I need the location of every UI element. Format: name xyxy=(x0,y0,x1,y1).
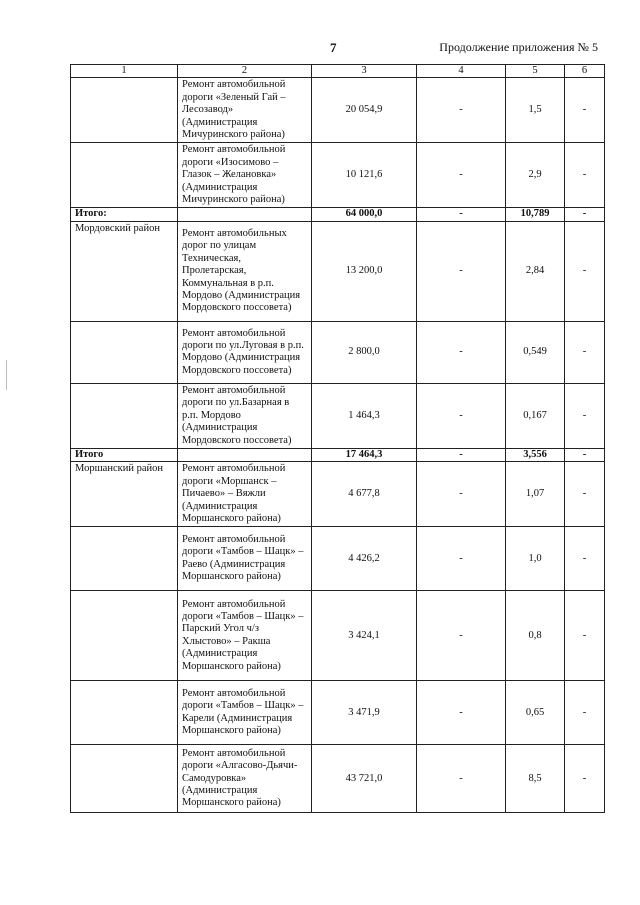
appendix-table xyxy=(70,64,605,813)
object-name-cell: Ремонт автомобильной дороги по ул.Базарная в р.п. Мордово (Администрация Мордовского поссовета) xyxy=(178,383,312,448)
amount-cell: 43 721,0 xyxy=(312,745,417,813)
col6-cell: - xyxy=(565,143,605,208)
running-title: Продолжение приложения № 5 xyxy=(439,40,598,54)
col6-cell: - xyxy=(565,681,605,745)
table-row xyxy=(71,462,605,527)
district-cell xyxy=(71,383,178,448)
district-cell xyxy=(71,745,178,813)
table-row xyxy=(71,321,605,383)
length-cell: 2,9 xyxy=(506,143,565,208)
object-name-cell: Ремонт автомобильной дороги «Тамбов – Шацк» – Раево (Администрация Моршанского района) xyxy=(178,527,312,591)
col6-cell: - xyxy=(565,321,605,383)
district-cell: Моршанский район xyxy=(71,462,178,527)
object-name-cell: Ремонт автомобильных дорог по улицам Техническая, Пролетарская, Коммунальная в р.п. Мордово (Администрация Мордовского поссовета) xyxy=(178,221,312,321)
object-name-cell: Ремонт автомобильной дороги «Зеленый Гай – Лесозавод» (Администрация Мичуринского района) xyxy=(178,78,312,143)
table-row xyxy=(71,78,605,143)
district-cell xyxy=(71,321,178,383)
length-cell: 1,5 xyxy=(506,78,565,143)
col4-cell: - xyxy=(417,591,506,681)
length-cell: 10,789 xyxy=(506,208,565,221)
col4-cell: - xyxy=(417,462,506,527)
table-row xyxy=(71,143,605,208)
col6-cell: - xyxy=(565,745,605,813)
amount-cell: 2 800,0 xyxy=(312,321,417,383)
page-number: 7 xyxy=(330,40,337,55)
table-row xyxy=(71,745,605,813)
col4-cell: - xyxy=(417,143,506,208)
object-name-cell: Ремонт автомобильной дороги «Изосимово – Глазок – Желановка» (Администрация Мичуринского района) xyxy=(178,143,312,208)
length-cell: 0,65 xyxy=(506,681,565,745)
length-cell: 3,556 xyxy=(506,448,565,461)
column-header: 3 xyxy=(312,65,417,78)
length-cell: 2,84 xyxy=(506,221,565,321)
object-name-cell: Ремонт автомобильной дороги по ул.Луговая в р.п. Мордово (Администрация Мордовского поссовета) xyxy=(178,321,312,383)
scan-edge-mark xyxy=(6,360,7,390)
amount-cell: 17 464,3 xyxy=(312,448,417,461)
column-header: 1 xyxy=(71,65,178,78)
col6-cell: - xyxy=(565,448,605,461)
col4-cell: - xyxy=(417,208,506,221)
column-header: 5 xyxy=(506,65,565,78)
object-name-cell xyxy=(178,448,312,461)
amount-cell: 20 054,9 xyxy=(312,78,417,143)
column-header: 6 xyxy=(565,65,605,78)
col6-cell: - xyxy=(565,208,605,221)
district-cell xyxy=(71,78,178,143)
length-cell: 8,5 xyxy=(506,745,565,813)
col4-cell: - xyxy=(417,78,506,143)
amount-cell: 3 471,9 xyxy=(312,681,417,745)
object-name-cell: Ремонт автомобильной дороги «Тамбов – Шацк» – Карели (Администрация Моршанского района) xyxy=(178,681,312,745)
district-cell xyxy=(71,591,178,681)
col6-cell: - xyxy=(565,78,605,143)
col6-cell: - xyxy=(565,591,605,681)
col4-cell: - xyxy=(417,527,506,591)
table-header-row xyxy=(71,65,605,78)
column-header: 4 xyxy=(417,65,506,78)
column-header: 2 xyxy=(178,65,312,78)
amount-cell: 4 426,2 xyxy=(312,527,417,591)
table-row xyxy=(71,383,605,448)
table-row xyxy=(71,221,605,321)
object-name-cell xyxy=(178,208,312,221)
amount-cell: 3 424,1 xyxy=(312,591,417,681)
amount-cell: 1 464,3 xyxy=(312,383,417,448)
district-cell xyxy=(71,143,178,208)
col4-cell: - xyxy=(417,745,506,813)
length-cell: 1,0 xyxy=(506,527,565,591)
col6-cell: - xyxy=(565,383,605,448)
col4-cell: - xyxy=(417,321,506,383)
table-row xyxy=(71,527,605,591)
table-row xyxy=(71,591,605,681)
length-cell: 1,07 xyxy=(506,462,565,527)
total-row xyxy=(71,208,605,221)
length-cell: 0,8 xyxy=(506,591,565,681)
amount-cell: 10 121,6 xyxy=(312,143,417,208)
district-cell: Мордовский район xyxy=(71,221,178,321)
col6-cell: - xyxy=(565,221,605,321)
col4-cell: - xyxy=(417,221,506,321)
district-cell: Итого xyxy=(71,448,178,461)
district-cell xyxy=(71,681,178,745)
district-cell xyxy=(71,527,178,591)
amount-cell: 4 677,8 xyxy=(312,462,417,527)
amount-cell: 13 200,0 xyxy=(312,221,417,321)
col4-cell: - xyxy=(417,448,506,461)
object-name-cell: Ремонт автомобильной дороги «Тамбов – Шацк» – Парский Угол ч/з Хлыстово» – Ракша (Администрация Моршанского района) xyxy=(178,591,312,681)
col4-cell: - xyxy=(417,383,506,448)
col4-cell: - xyxy=(417,681,506,745)
amount-cell: 64 000,0 xyxy=(312,208,417,221)
object-name-cell: Ремонт автомобильной дороги «Моршанск – Пичаево» – Вяжли (Администрация Моршанского района) xyxy=(178,462,312,527)
district-cell: Итого: xyxy=(71,208,178,221)
length-cell: 0,549 xyxy=(506,321,565,383)
total-row xyxy=(71,448,605,461)
table-row xyxy=(71,681,605,745)
col6-cell: - xyxy=(565,527,605,591)
object-name-cell: Ремонт автомобильной дороги «Алгасово-Дьячи-Самодуровка» (Администрация Моршанского района) xyxy=(178,745,312,813)
length-cell: 0,167 xyxy=(506,383,565,448)
col6-cell: - xyxy=(565,462,605,527)
